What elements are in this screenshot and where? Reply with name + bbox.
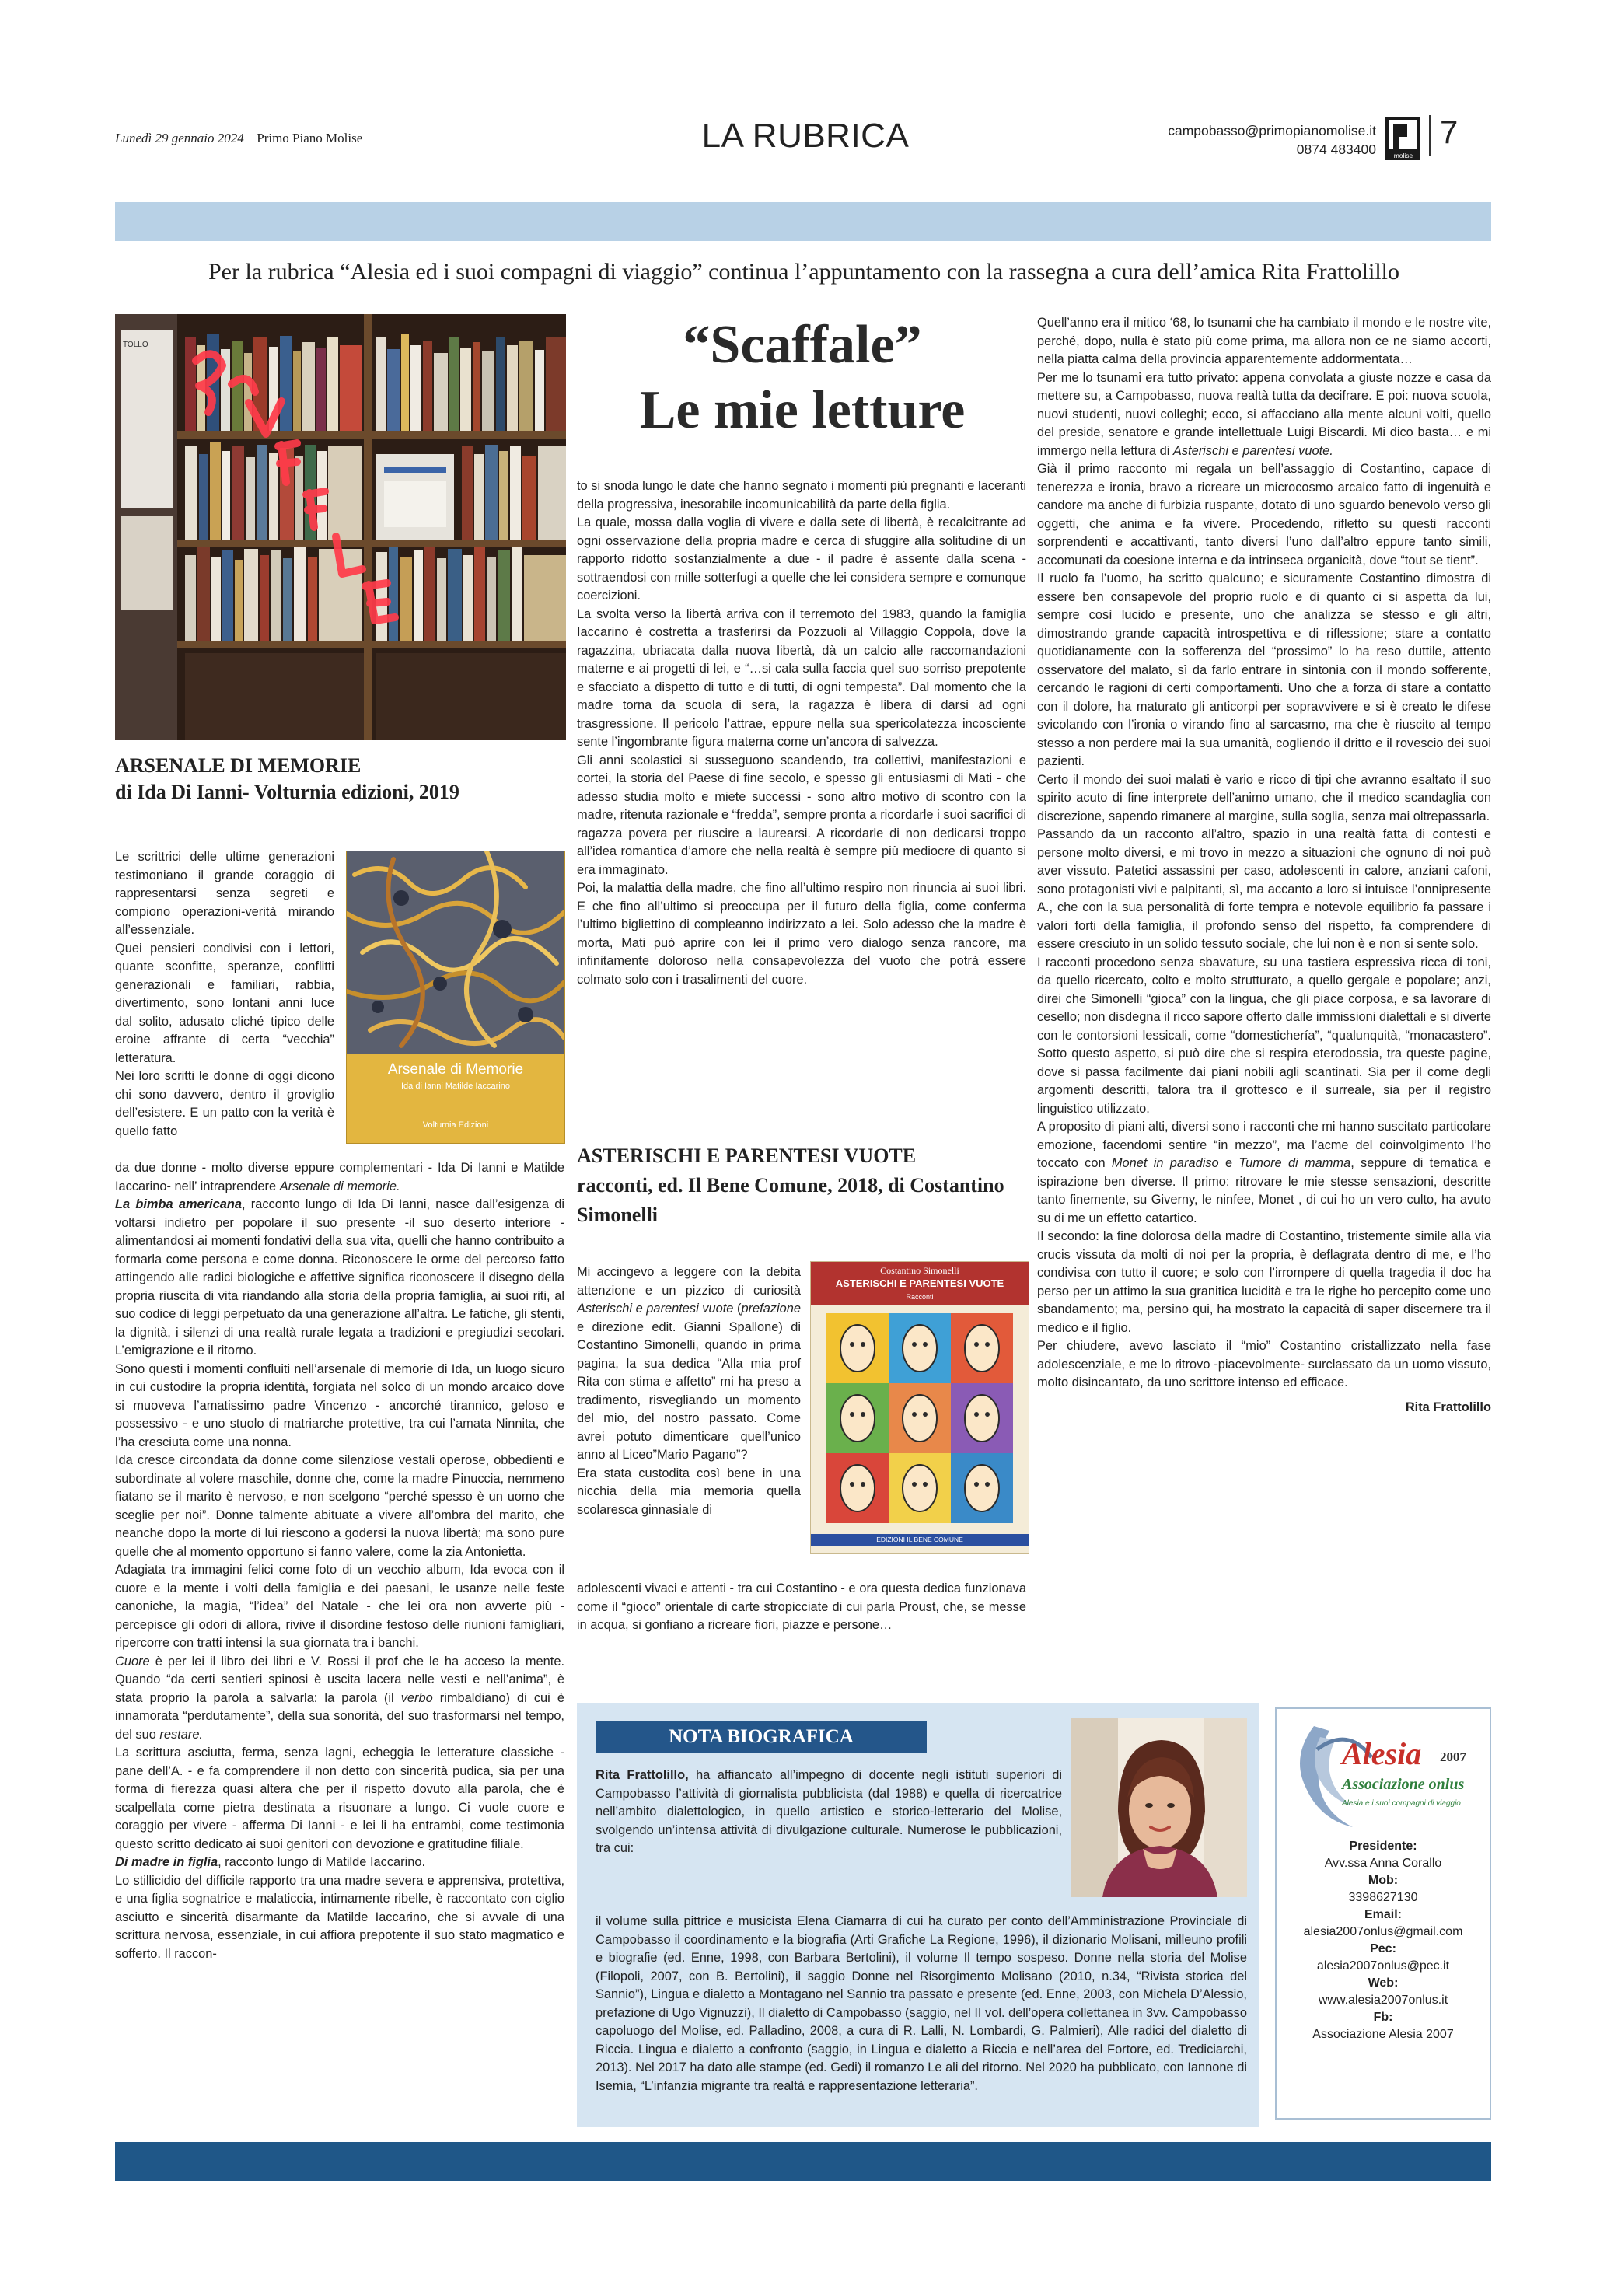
bio-text-wrap (596, 1767, 1062, 1858)
header-contacts (1120, 121, 1376, 159)
paragraph-text: ( (733, 1302, 742, 1316)
section-title: LA RUBRICA (701, 117, 910, 155)
book2-cover-art (826, 1313, 1013, 1523)
article1-paragraph: Le scrittrici delle ultime generazioni testimoniano il grande coraggio di rappresentarsi senza segreti e compiono operazioni-verità mirando all’essenziale. (115, 850, 334, 937)
book1-title: Arsenale di Memorie (387, 1061, 524, 1078)
article-signature: Rita Frattolillo (1405, 1400, 1491, 1414)
article2-paragraph: Certo il mondo dei suoi malati è vario e ricco di tipi che avranno esaltato il suo spirito acuto di fine interprete dell’animo umano, che il medico scandaglia con discrezione, sapendo rimanere al margine, sulla soglia, senza mai oltrepassarla. (1037, 772, 1491, 823)
emphasis: restare. (159, 1727, 203, 1742)
kicker: Per la rubrica “Alesia ed i suoi compagni di viaggio” continua l’appuntamento con la rassegna a cura dell’amica Rita Frattolillo (208, 259, 1399, 285)
book2-genre: Racconti (906, 1293, 934, 1301)
article2-paragraph: adolescenti vivaci e attenti - tra cui Costantino - e ora questa dedica funzionava come il “gioco” orientale di carte stropicciate di cui parla Proust, che, se messe in acqua, si gonfiano a ricreare fiori, piazze e persone… (577, 1581, 1026, 1632)
article2-paragraph: Era stata custodita così bene in una nicchia della mia memoria quella scolaresca ginnasiale di (577, 1466, 801, 1517)
book2-publisher: EDIZIONI IL BENE COMUNE (876, 1536, 963, 1543)
article2-heading (577, 1141, 1028, 1230)
article1-paragraph (115, 1196, 564, 1361)
main-title (577, 313, 1028, 443)
article1-paragraph (115, 1653, 564, 1745)
article1-paragraph: Sono questi i momenti confluiti nell’arsenale di memorie di Ida, un luogo sicuro in cui custodire la propria identità, forgiata nel solco di un mondo arcaico dove si muoveva l’amatissimo padre Vincenzo - ancorché tirannico, geloso e possessivo - e uno stuolo di matriarche protettive, tra cui l’amata Ninnita, che l’ha cresciuta come una nonna. (115, 1361, 564, 1449)
emphasis: Monet in paradiso (1111, 1156, 1219, 1170)
header-divider (1429, 115, 1431, 156)
contact-phone: 0874 483400 (1296, 142, 1376, 157)
article1-body (115, 1159, 564, 1963)
author-photo (1071, 1718, 1247, 1897)
bio-name: Rita Frattolillo, (596, 1768, 689, 1782)
book-cover-asterischi (810, 1261, 1029, 1554)
article1-subtitle: di Ida Di Ianni- Volturnia edizioni, 2019 (115, 781, 459, 803)
emphasis: Tumore di mamma (1238, 1156, 1351, 1170)
newspaper-logo (1385, 117, 1423, 162)
alesia-box (1275, 1707, 1491, 2120)
article1-continuation (577, 477, 1026, 989)
article1-title: ARSENALE DI MEMORIE (115, 754, 362, 777)
article2-paragraph: I racconti procedono senza sbavature, su una tastiera espressiva ricca di toni, da quello ricercato, colto e molto strutturato, a quello gergale e popolare; anzi, direi che Simonelli “gioca” con la lingua, che gli piace corposa, e sa lavorare di cesello; non disdegna il ricco sapore offerto dalle immissioni dialettali e si diverte con le contorsioni lessicali, come “domestichería”, “qualunquità, “monacastero”. Sotto questo aspetto, si può dire che si respira eterodossia, tra queste pagine, dove si passa facilmente dai piani nobili agli scantinati. Sia per il come degli argomenti descritti, talora tra il grottesco e il surreale, sia per il registro linguistico utilizzato. (1037, 955, 1491, 1116)
article1-paragraph: La scrittura asciutta, ferma, senza lagni, echeggia le letterature classiche - pane dell’A. - e fa comprendere il non detto con sincerità pudica, sia per una forma di fierezza quasi altera che per il rispetto dovuto alla parola, che è scalpellata come pietra destinata a risuonare a lungo. Ci vuole cuore e coraggio per vivere - afferma Di Ianni - e lei li ha entrambi, come testimonia questo scritto dedicato ai suoi genitori con devozione e gratitudine filiale. (115, 1746, 564, 1851)
logo-sub: molise (1393, 152, 1413, 159)
alesia-contacts (1277, 1838, 1490, 2043)
alesia-name: Alesia (1342, 1736, 1422, 1771)
mob-label: Mob: (1368, 1874, 1399, 1887)
alesia-tagline: Alesia e i suoi compagni di viaggio (1342, 1799, 1461, 1808)
article2-paragraph (1037, 1118, 1491, 1228)
alesia-assoc: Associazione onlus (1342, 1776, 1465, 1793)
emphasis: Asterischi e parentesi vuote. (1172, 443, 1333, 458)
header-dateline (115, 131, 362, 146)
bookshelf-photo (115, 314, 566, 740)
article1-wrap-text (115, 848, 334, 1141)
article1-paragraph (115, 1854, 564, 1872)
bottom-color-band (115, 2142, 1491, 2181)
paragraph-text: , seppure di tematica e ispirazione ben diverse. Il primo: ritrovare le mie stesse sensazioni, descritte tanto finemente, su Giverny, le ninfee, Monet , di cui ho un vero culto, ha avuto su di me un effetto catartico. (1037, 1156, 1492, 1225)
presidente-label: Presidente: (1349, 1840, 1417, 1853)
email-label: Email: (1364, 1908, 1402, 1921)
story-title-bimba: La bimba americana (115, 1197, 242, 1211)
article2-paragraph (577, 1263, 801, 1465)
emphasis: prefazione (741, 1302, 801, 1316)
article2-paragraph: Il secondo: la fine dolorosa della madre di Costantino, tristemente simile alla via crucis vissuta da molti di noi per la propria, è deflagrata dentro di me, e l’ho condivisa con tutto il cuore; e solo con l’irrompere di quella tragedia il doc ha perso per un attimo la sua granitica lucidità e tra le righe ho percepito come uno sbandamento; ma, persino qui, ha mostrato la capacità di saper discernere tra il medico e il figlio. (1037, 1229, 1491, 1335)
article1-paragraph: La svolta verso la libertà arriva con il terremoto del 1983, quando la famiglia Iaccarino è costretta a trasferirsi da Pozzuoli al Villaggio Coppola, dove la ragazzina, ubriacata dalla nuova libertà, dà un calcio alle raccomandazioni materne e ai progetti di lei, e “…si cala sulla faccia quel suo sorriso prepotente e sfacciato a dispetto di tutto e di tutti, di ogni tempesta”. Dal momento che la madre torna da scuola di sera, la ragazza è libera di darsi ad ogni trasgressione. Il pericolo l’attrae, eppure nella sua spericolatezza incosciente sente l’ingombrante figura materna come un’ancora di salvezza. (577, 606, 1026, 749)
author-portrait (1071, 1718, 1247, 1897)
pec-label: Pec: (1370, 1942, 1396, 1955)
paragraph-text: , racconto lungo di Matilde Iaccarino. (218, 1855, 426, 1869)
book1-subtitle: Ida di Ianni Matilde Iaccarino (400, 1082, 511, 1091)
book-cover-art (347, 851, 564, 1054)
paragraph-text: Mi accingevo a leggere con la debita attenzione e un pizzico di curiosità (577, 1265, 801, 1298)
main-title-line2: Le mie letture (639, 380, 966, 440)
article1-paragraph: La quale, mossa dalla voglia di vivere e dalla sete di libertà, è recalcitrante ad ogni osservazione della propria madre e cerca di sfuggire alla solitudine di un rapporto ridotto sostanzialmente a due - il padre è assente dalla scena -sottraendosi con mille sotterfugi a quelle che lei considera sempre e comunque coercizioni. (577, 515, 1026, 603)
article1-paragraph: Ida cresce circondata da donne come silenziose vestali operose, obbedienti e subordinate al volere maschile, donne che, come la madre Pinuccia, nemmeno fiatano se il marito è nervoso, e non scelgono “perché spesso è un uomo che sceglie per noi”. Donne talmente abituate a vivere all’ombra del marito, che neanche dopo la morte di lui riescono a godersi la nuova libertà; ma sono pure quelle che al momento opportuno si fanno valere, come la zia Antonietta. (115, 1453, 564, 1559)
emphasis: verbo (400, 1690, 433, 1705)
paragraph-text: Per me lo tsunami era tutto privato: appena convolata a giuste nozze e casa da mettere su, a Campobasso, nuova realtà tutta da decifrare. E poi: nuova scuola, nuovi studenti, nuovi colleghi; ecco, si affacciano alla mente alcuni volti, quello del preside, senatore e grande intellettuale Luigi Biscardi. Mi dico basta… e mi immergo nella lettura di (1037, 370, 1491, 458)
issue-date: Lunedì 29 gennaio 2024 (115, 131, 244, 145)
main-title-line1: “Scaffale” (683, 315, 922, 375)
paragraph-text: A proposito di piani alti, diversi sono i racconti che mi hanno suscitato particolare emozione, facendomi sentire “in mezzo”, ma l’acme del coinvolgimento l’ho toccato con (1037, 1120, 1491, 1170)
article1-paragraph: Nei loro scritti le donne di oggi dicono chi sono davvero, dentro il groviglio dell’esistere. E un patto con la verità è quello fatto (115, 1069, 334, 1138)
article1-paragraph (115, 1159, 564, 1196)
book2-title: ASTERISCHI E PARENTESI VUOTE (835, 1277, 1004, 1289)
article2-paragraph: Passando da un racconto all’altro, spazio in una realtà fatta di contesti e persone molto diversi, e mi trovo in mezzo a situazioni che ognuno di noi può aver vissuto. Patetici assassini per caso, adolescenti in calore, anziani cafoni, sono protagonisti vivi e palpitanti, sì, ma accanto a loro si intuisce l’onnipresente A., che con la sua personalità di forte tempra e notevole equilibrio fa passare i valori forti della famiglia, il profondo senso del rispetto, fa comprendere di essere cresciuto in un solido tessuto sociale, che lui non è e non si sente solo. (1037, 827, 1491, 951)
article1-paragraph: Gli anni scolastici si susseguono scandendo, tra collettivi, manifestazioni e cortei, la storia del Paese di fine secolo, e spesso gli entusiasmi di Mati - che adesso studia molto e miete successi - sono altro motivo di scontro con la madre, ritenuta razionale e “fredda”, sempre pronta a ricordarle i suoi sacrifici di ragazza povera per riuscire a laurearsi. A ricordarle di non dedicarsi troppo all’idea romantica d’amore che nella realtà è sempre più mediocre di quanto si era immaginato. (577, 753, 1026, 877)
paragraph-text: , racconto lungo di Ida Di Ianni, nasce dall’esigenza di voltarsi indietro per popolare il suo presente -il suo deserto interiore - alimentandosi ai momenti fondativi della sua vita, quelli che hanno contribuito a formarla come persona e come donna. Riconoscere le orme del percorso fatto attingendo alle radici biologiche e affettive significa riconoscere il disegno della propria riuscita di vita riandando alla storia della propria famiglia, ai suoi riti, al suo codice di leggi perpetuato da una generazione all’altra. Le fatiche, gli stenti, la dignità, i silenzi di una realtà rurale legata a tradizioni e pregiudizi secolari. L’emigrazione e il ritorno. (115, 1197, 564, 1358)
article1-paragraph: Poi, la malattia della madre, che fino all’ultimo respiro non rinuncia ai suoi libri. E che fino all’ultimo si preoccupa per il futuro della figlia, come conferma l’ultimo bigliettino di compleanno indirizzato a lei. Solo adesso che la madre è morta, Mati può aprire con lei il primo vero dialogo senza rancore, ma infinitamente doloroso nella consapevolezza del vuoto che potrà essere colmato solo con i trasalimenti del cuore. (577, 881, 1026, 987)
paragraph-text: rimbaldiano) di cui è innamorata “perdutamente”, della sua sonorità, del suo trasformarsi nel tempo, del suo (115, 1690, 564, 1742)
p3-continued: da due donne - molto diverse eppure complementari - Ida Di Ianni e Matilde Iaccarino- nell’ intraprendere (115, 1161, 564, 1193)
paragraph-text: e (1218, 1156, 1239, 1170)
book-cover-arsenale (346, 851, 565, 1144)
article2-body-col3 (1037, 314, 1491, 1417)
alesia-year: 2007 (1440, 1749, 1466, 1764)
article2-paragraph: Per chiudere, avevo lasciato il “mio” Costantino cristallizzato nella fase adolescenziale, e me lo ritrovo -piacevolmente- surclassato da un uomo vissuto, molto disincantato, da uno scrittore intenso ed efficace. (1037, 1339, 1491, 1389)
article2-paragraph: Già il primo racconto mi regala un bell’assaggio di Costantino, capace di tenerezza e ironia, bravo a ricreare un microcosmo arcaico fatto di ingenuità e candore ma anche di furbizia ruspante, dotato di uno sguardo benevolo verso gli oggetti, che anima e fa vivere. Procedendo, rifletto su questi racconti sorprendenti e accattivanti, tanto diversi l’uno dall’altro eppure tanto simili, accomunati da coesione interna e da intrinseca organicità, dove “tout se tient”. (1037, 462, 1491, 568)
article2-paragraph: Quell’anno era il mitico ‘68, lo tsunami che ha cambiato il mondo e le nostre vite, perché, dopo, nulla è stato più come prima, ma allora non ce ne siamo accorti, nella piatta calma della provincia apparentemente addormentata… (1037, 316, 1491, 366)
presidente-value: Avv.ssa Anna Corallo (1324, 1857, 1442, 1870)
emphasis: Asterischi e parentesi vuote (577, 1302, 734, 1316)
fb-value[interactable]: Associazione Alesia 2007 (1312, 2028, 1454, 2041)
article2-title: ASTERISCHI E PARENTESI VUOTE (577, 1145, 917, 1167)
article2-subtitle: racconti, ed. Il Bene Comune, 2018, di Costantino Simonelli (577, 1174, 1004, 1226)
article1-heading (115, 753, 566, 806)
email-value[interactable]: alesia2007onlus@gmail.com (1303, 1925, 1463, 1938)
newspaper-name: Primo Piano Molise (257, 131, 363, 145)
web-label: Web: (1368, 1976, 1399, 1990)
bio-text: ha affiancato all’impegno di docente negli istituti superiori di Campobasso l’attività di giornalista pubblicista (dal 1988) e quella di ricercatrice nell’ambito dialettologico, in quello artistico e storico-letterario del Molise, svolgendo un’intensa attività di divulgazione culturale. Numerose le pubblicazioni, tra cui: (596, 1768, 1062, 1855)
article1-paragraph: Lo stillicidio del difficile rapporto tra una madre severa e apprensiva, protettiva, e una figlia sognatrice e malaticcia, intimamente ribelle, è raccontato con ciglio asciutto e sincerità disarmante da Matilde Iaccarino, che si avvale di una scrittura nervosa, essenziale, in cui affiora prepotente il suo stato magmatico e sofferto. Il raccon- (115, 1873, 564, 1961)
article1-paragraph: to si snoda lungo le date che hanno segnato i momenti più pregnanti e laceranti della progressiva, inesorabile incomunicabilità da parte della figlia. (577, 479, 1026, 512)
web-value[interactable]: www.alesia2007onlus.it (1318, 1994, 1448, 2007)
article1-paragraph: Adagiata tra immagini felici come foto di un vecchio album, Ida evoca con il cuore e la mente i volti della famiglia e dei paesani, le usanze nelle feste canoniche, la magia, “l’idea” del Natale - che lei ora non avverte più - percepisce gli odori di allora, rivive il disordine festoso delle riunioni famigliari, ripercorre con tratti intensi la sua giornata tra i banchi. (115, 1563, 564, 1650)
contact-email: campobasso@primopianomolise.it (1168, 123, 1376, 138)
top-color-band (115, 202, 1491, 241)
bio-box (577, 1703, 1259, 2127)
article2-wrap-text (577, 1263, 801, 1519)
paragraph-text: e direzione edit. Gianni Spallone) di Costantino Simonelli, quando in prima pagina, la sua dedica “Alla mia prof Rita con stima e affetto” mi ha preso a tradimento, risvegliando un momento del mio, del nostro passato. Come avrei potuto dimenticare quell’unico anno al Liceo”Mario Pagano”? (577, 1319, 801, 1462)
article1-paragraph: Quei pensieri condivisi con i lettori, quante sconfitte, speranze, conflitti generazionali e familiari, rabbia, divertimento, sono lontani anni luce dal solito, adusato cliché tipico delle eroine affrante di certa “vecchia” letteratura. (115, 941, 334, 1065)
bio-text-full: il volume sulla pittrice e musicista Elena Ciamarra di cui ha curato per conto dell’Amministrazione Provinciale di Campobasso il coordinamento e la biografia (Arti Grafiche La Regione, 1996), il dizionario Molisani, milleuno profili e biografie (ed. Enne, 1998, con Barbara Bertolini), il volume Il tempo sospeso. Donne nella storia del Molise (Filopoli, 2007, con B. Bertolini), il saggio Donne nel Risorgimento Molisano (2010, n.34, “Rivista storica del Sannio”), Lingua e dialetto a Montagano nel Sannio tra passato e presente (ed. Enne, 2003, con Michela D’Alessio, prefazione di Ugo Vignuzzi), Il dialetto di Campobasso (saggio, nel II vol. dell’opera collettanea in 3vv. Campobasso capoluogo del Molise, ed. Palladino, 2008, a cura di R. Lalli, N. Lombardi, G. Palmieri), Alle radici del dialetto di Riccia. Lingua e dialetto a confronto (saggio, in Lingua e dialetto a Riccia e nell’area del Fortore, ed. Trediciarchi, 2013). Nel 2017 ha dato alle stampe (ed. Gedi) il romanzo Le ali del ritorno. Nel 2020 ha pubblicato, con Iannone di Isemia, “L’infanzia migrante tra realtà e rappresentazione letteraria”. (596, 1914, 1247, 2093)
bio-heading: NOTA BIOGRAFICA (596, 1721, 927, 1753)
page-number: 7 (1440, 114, 1459, 150)
story-title-madre: Di madre in figlia (115, 1855, 218, 1869)
emphasis: Cuore (115, 1654, 150, 1669)
bookshelf-illustration (115, 314, 566, 740)
article2-paragraph: Il ruolo fa l’uomo, ha scritto qualcuno; e sicuramente Costantino dimostra di essere ben consapevole del proprio ruolo e di quanto ci si aspetta da lui, sempre così lucido e presente, uno che analizza se stesso e gli altri, dimostrando grande capacità introspettiva e di riflessione; stare a contatto quotidianamente con la sofferenza del “prossimo” lo ha reso duttile, attento osservatore del malato, sì da farlo entrare in sintonia con il mondo sofferente, cercando le ragioni di certi comportamenti. Uno che a forza di stare a contatto con il dolore, ha maturato gli anticorpi per sopravvivere e si è creato le difese svicolando con l’ironia o virando fino al sarcasmo, ma che è riuscito al tempo stesso a non perdere mai la sua umanità, cogliendo il dritto e il rovescio dei suoi pazienti. (1037, 571, 1491, 768)
folder-label: TOLLO (123, 341, 148, 349)
mob-value: 3398627130 (1348, 1891, 1418, 1904)
book-title-ref: Arsenale di memorie. (279, 1179, 400, 1193)
article2-body-col2 (577, 1580, 1026, 1635)
fb-label: Fb: (1373, 2011, 1393, 2024)
article2-paragraph (1037, 369, 1491, 461)
paragraph-text: è per lei il libro dei libri e V. Rossi il prof che le ha acceso la mente. Quando “da certi sentieri spinosi è uscita lacera nelle vesti e nell’anima”, è stata proprio la parola a salvarla: la parola (il (115, 1654, 564, 1705)
book1-publisher: Volturnia Edizioni (422, 1120, 489, 1130)
book2-author: Costantino Simonelli (880, 1265, 959, 1276)
pec-value[interactable]: alesia2007onlus@pec.it (1316, 1959, 1450, 1973)
